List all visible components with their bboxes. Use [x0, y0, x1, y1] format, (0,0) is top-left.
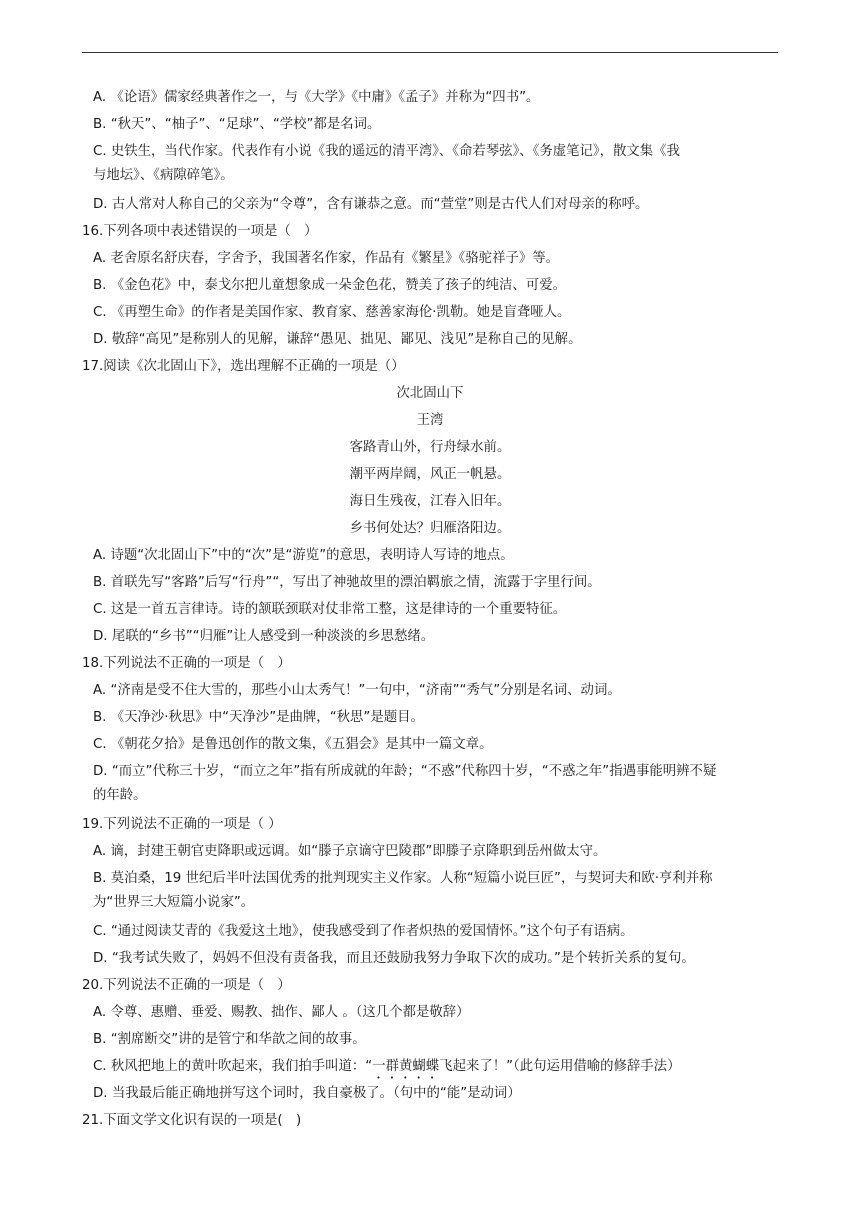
q20-option-c-text-end: 飞起来了！”（此句运用借喻的修辞手法） [439, 1059, 681, 1074]
q15-option-a: A. 《论语》儒家经典著作之一，与《大学》《中庸》《孟子》并称为“四书”。 [93, 90, 540, 105]
poem-line: 乡书何处达？归雁洛阳边。 [349, 521, 511, 536]
q15-option-d: D. 古人常对人称自己的父亲为“令尊”，含有谦恭之意。而“萱堂”则是古代人们对母亲的称呼。 [93, 197, 649, 212]
q20-option-d: D. 当我最后能正确地拼写这个词时，我自豪极了。（句中的“能”是动词） [93, 1086, 521, 1101]
q20-option-b: B. “割席断交”讲的是管宁和华歆之间的故事。 [93, 1032, 366, 1047]
q15-option-c: C. 史铁生，当代作家。代表作有小说《我的遥远的清平湾》、《命若琴弦》、《务虚笔记》，散文集《我 [93, 144, 680, 159]
q20-stem: 20.下列说法不正确的一项是（ ） [82, 978, 291, 993]
q19-option-d: D. “我考试失败了，妈妈不但没有责备我，而且还鼓励我努力争取下次的成功。”是个转折关系的复句。 [93, 951, 695, 966]
q16-stem: 16.下列各项中表述错误的一项是（ ） [82, 224, 318, 239]
q18-option-c: C. 《朝花夕拾》是鲁迅创作的散文集，《五猖会》是其中一篇文章。 [93, 737, 493, 752]
q20-option-c-emphasized: 一群黄蝴蝶 [372, 1059, 440, 1074]
q19-option-b-continued: 为“世界三大短篇小说家”。 [93, 895, 255, 910]
q17-option-b: B. 首联先写“客路”后写“行舟”“，写出了神驰故里的漂泊羁旅之情，流露于字里行间。 [93, 575, 601, 590]
q18-option-d-continued: 的年龄。 [93, 788, 147, 803]
q19-option-b: B. 莫泊桑，19 世纪后半叶法国优秀的批判现实主义作家。人称“短篇小说巨匠”，与契诃夫和欧·亨利并称 [93, 871, 713, 886]
q15-option-c-continued: 与地坛》、《病隙碎笔》。 [93, 168, 234, 183]
q16-option-c: C. 《再塑生命》的作者是美国作家、教育家、慈善家海伦·凯勒。她是盲聋哑人。 [93, 305, 571, 320]
q17-option-a: A. 诗题“次北固山下”中的“次”是“游览”的意思，表明诗人写诗的地点。 [93, 548, 514, 563]
q16-option-b: B. 《金色花》中，泰戈尔把儿童想象成一朵金色花，赞美了孩子的纯洁、可爱。 [93, 278, 566, 293]
q21-stem: 21.下面文学文化识有误的一项是( ) [82, 1113, 302, 1128]
q18-option-a: A. “济南是受不住大雪的，那些小山太秀气！”一句中，“济南”“秀气”分别是名词、动词。 [93, 683, 621, 698]
q18-option-d: D. “而立”代称三十岁，“而立之年”指有所成就的年龄；“不惑”代称四十岁，“不惑之年”指遇事能明辨不疑 [93, 764, 717, 779]
q17-stem: 17.阅读《次北固山下》，选出理解不正确的一项是（） [82, 359, 405, 374]
q19-option-c: C. “通过阅读艾青的《我爱这土地》，使我感受到了作者炽热的爱国情怀。”这个句子有语病。 [93, 924, 634, 939]
q17-option-c: C. 这是一首五言律诗。诗的颔联颈联对仗非常工整，这是律诗的一个重要特征。 [93, 602, 567, 617]
q19-stem: 19.下列说法不正确的一项是（ ） [82, 817, 282, 832]
poem-line: 潮平两岸阔，风正一帆悬。 [349, 467, 511, 482]
q20-option-c-text: C. 秋风把地上的黄叶吹起来，我们拍手叫道：“ [93, 1059, 373, 1074]
document-body [82, 84, 778, 1134]
poem-author: 王湾 [416, 413, 444, 428]
header-rule [82, 52, 778, 53]
q20-option-c [82, 1053, 778, 1080]
q16-option-a: A. 老舍原名舒庆春，字舍予，我国著名作家，作品有《繁星》《骆驼祥子》等。 [93, 251, 560, 266]
q15-option-b: B. “秋天”、“柚子”、“足球”、“学校”都是名词。 [93, 117, 381, 132]
q16-option-d: D. 敬辞“高见”是称别人的见解，谦辞“愚见、拙见、鄙见、浅见”是称自己的见解。 [93, 332, 582, 347]
q17-option-d: D. 尾联的“乡书”“归雁”让人感受到一种淡淡的乡思愁绪。 [93, 629, 435, 644]
q18-stem: 18.下列说法不正确的一项是（ ） [82, 656, 291, 671]
poem-line: 海日生残夜，江春入旧年。 [349, 494, 511, 509]
q18-option-b: B. 《天净沙·秋思》中“天净沙”是曲牌，“秋思”是题目。 [93, 710, 424, 725]
q19-option-a: A. 谪，封建王朝官吏降职或远调。如“滕子京谪守巴陵郡”即滕子京降职到岳州做太守。 [93, 844, 607, 859]
poem-line: 客路青山外，行舟绿水前。 [349, 440, 511, 455]
q20-option-a: A. 令尊、惠赠、垂爱、赐教、拙作、鄙人 。（这几个都是敬辞） [93, 1005, 470, 1020]
poem-title: 次北固山下 [396, 386, 464, 401]
